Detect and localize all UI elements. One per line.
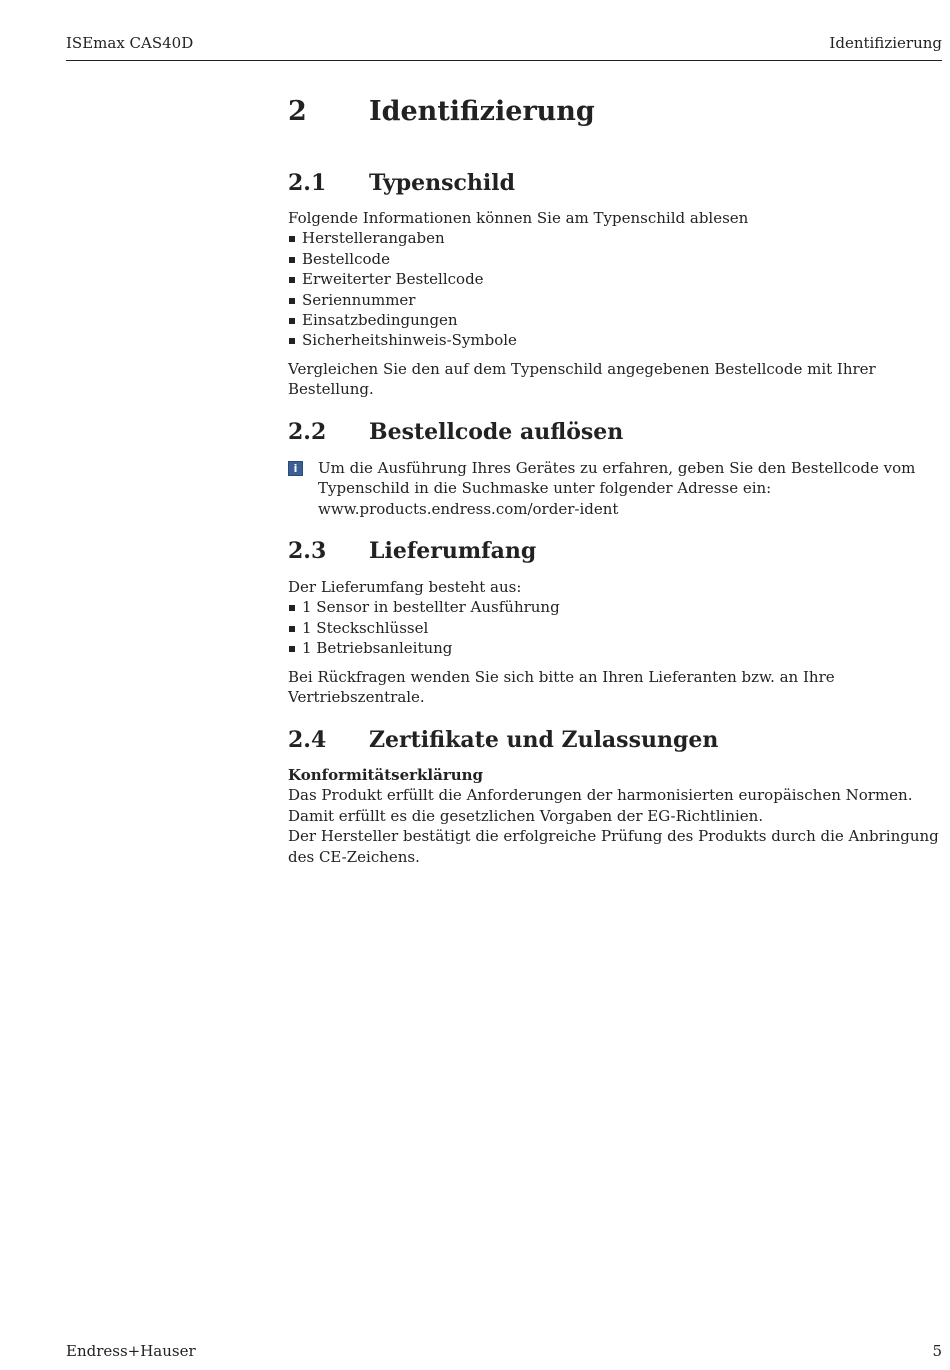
section-body-2-4 xyxy=(288,765,942,867)
info-icon: i xyxy=(288,461,303,476)
list-item: Erweiterter Bestellcode xyxy=(288,269,942,289)
page-header xyxy=(66,32,942,61)
list-item: Seriennummer xyxy=(288,290,942,310)
section-number: 2.3 xyxy=(288,538,327,564)
chapter-title: Identifizierung xyxy=(369,96,595,127)
section-body-2-3 xyxy=(288,577,942,707)
note-text: Um die Ausführung Ihres Gerätes zu erfahren, geben Sie den Bestellcode vom Typenschild in die Suchmaske unter folgender Adresse ein: www.products.endress.com/order-ident xyxy=(318,459,916,518)
page-number: 5 xyxy=(932,1342,942,1360)
outro-text: Vergleichen Sie den auf dem Typenschild angegebenen Bestellcode mit Ihrer Bestellung. xyxy=(288,359,876,399)
section-number: 2.1 xyxy=(288,170,327,196)
list-item: 1 Betriebsanleitung xyxy=(288,638,942,658)
section-title: Bestellcode auflösen xyxy=(369,419,624,445)
intro-text: Der Lieferumfang besteht aus: xyxy=(288,578,522,596)
footer-company: Endress+Hauser xyxy=(66,1342,196,1360)
section-number: 2.4 xyxy=(288,727,327,753)
body-line: Der Hersteller bestätigt die erfolgreiche Prüfung des Produkts durch die Anbringung des CE-Zeichens. xyxy=(288,827,939,866)
list-item: Bestellcode xyxy=(288,249,942,269)
chapter-heading xyxy=(288,96,595,127)
section-title: Typenschild xyxy=(369,170,515,196)
section-title: Lieferumfang xyxy=(369,538,537,564)
subheading: Konformitätserklärung xyxy=(288,766,484,784)
section-title: Zertifikate und Zulassungen xyxy=(369,727,719,753)
list-item: Sicherheitshinweis-Symbole xyxy=(288,330,942,350)
list-item: 1 Sensor in bestellter Ausführung xyxy=(288,597,942,617)
section-number: 2.2 xyxy=(288,419,327,445)
intro-text: Folgende Informationen können Sie am Typenschild ablesen xyxy=(288,209,749,227)
list-item: 1 Steckschlüssel xyxy=(288,618,942,638)
section-heading-2-2 xyxy=(288,419,623,445)
header-chapter-title: Identifizierung xyxy=(829,34,942,52)
chapter-number: 2 xyxy=(288,96,307,127)
list-item: Einsatzbedingungen xyxy=(288,310,942,330)
section-body-2-1 xyxy=(288,208,942,400)
bullet-list xyxy=(288,597,942,658)
header-product-name: ISEmax CAS40D xyxy=(66,34,194,52)
section-heading-2-3 xyxy=(288,538,536,564)
section-heading-2-4 xyxy=(288,727,718,753)
body-line: Damit erfüllt es die gesetzlichen Vorgaben der EG-Richtlinien. xyxy=(288,806,764,825)
bullet-list xyxy=(288,228,942,350)
outro-text: Bei Rückfragen wenden Sie sich bitte an Ihren Lieferanten bzw. an Ihre Vertriebszentrale. xyxy=(288,667,835,707)
section-heading-2-1 xyxy=(288,170,515,196)
list-item: Herstellerangaben xyxy=(288,228,942,248)
body-line: Das Produkt erfüllt die Anforderungen der harmonisierten europäischen Normen. xyxy=(288,786,913,805)
info-note xyxy=(288,458,942,519)
